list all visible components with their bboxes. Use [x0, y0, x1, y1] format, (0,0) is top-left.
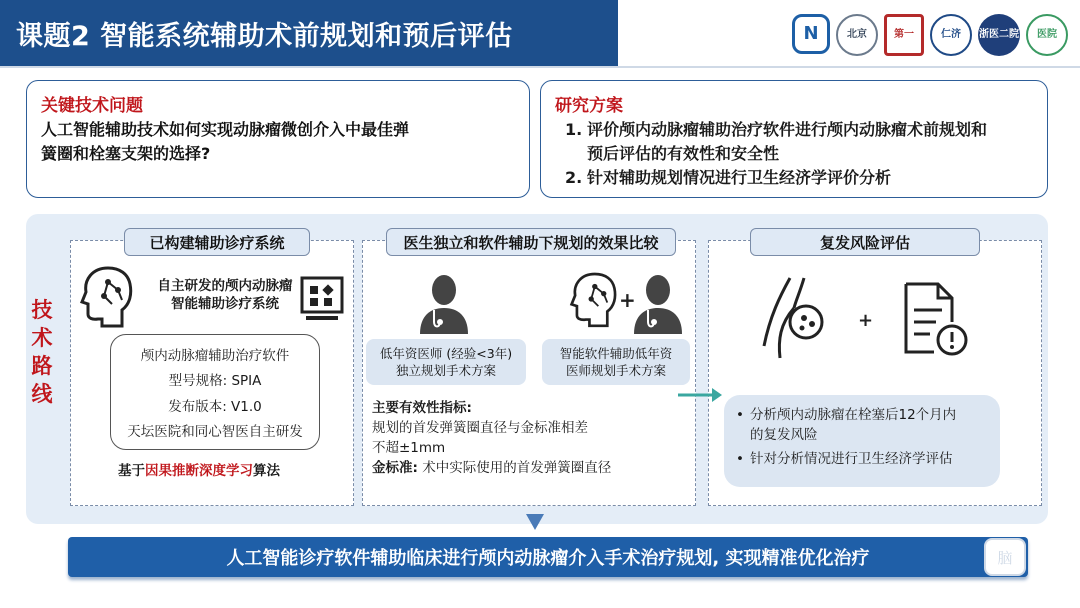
software-model: 型号规格: SPIA — [168, 373, 262, 390]
document-warning-icon — [900, 282, 970, 358]
logo-n-icon: N — [792, 14, 830, 54]
system-name: 自主研发的颅内动脉瘤 智能辅助诊疗系统 — [157, 278, 293, 312]
ai-head-icon — [78, 264, 134, 328]
logo-university-icon: 北京 — [836, 14, 878, 56]
column-system-title: 已构建辅助诊疗系统 — [124, 228, 310, 256]
plus-sign: + — [619, 288, 636, 312]
metrics-line: 规划的首发弹簧圈直径与金标准相差 — [372, 420, 588, 436]
key-problem-heading: 关键技术问题 — [41, 96, 143, 116]
header-divider — [0, 66, 1080, 68]
watermark-logo: 脑 — [984, 538, 1026, 576]
research-plan-heading: 研究方案 — [555, 96, 623, 116]
plan-item — [555, 166, 1033, 190]
software-version: 发布版本: V1.0 — [168, 398, 262, 415]
column-risk-title: 复发风险评估 — [750, 228, 980, 256]
title-banner — [0, 0, 618, 66]
bullet-icon: • — [736, 407, 744, 423]
plan-item-text: 针对辅助规划情况进行卫生经济学评价分析 — [587, 168, 892, 187]
doctor-icon — [418, 272, 470, 334]
key-problem-line-2: 簧圈和栓塞支架的选择? — [41, 144, 211, 163]
algorithm-highlight: 因果推断深度学习 — [145, 463, 253, 479]
plan-item — [555, 118, 1033, 142]
vessel-aneurysm-icon — [760, 276, 830, 360]
plan-item-number: 1. — [565, 120, 583, 139]
plan-item-continuation — [555, 142, 1033, 166]
logo-green-icon: 医院 — [1026, 14, 1068, 56]
independent-planning-box: 低年资医师 (经验<3年) 独立规划手术方案 — [366, 339, 526, 385]
risk-assessment-box — [724, 395, 1000, 487]
conclusion-bar: 人工智能诊疗软件辅助临床进行颅内动脉瘤介入手术治疗规划, 实现精准优化治疗 — [68, 537, 1028, 577]
arrow-right-icon — [676, 386, 724, 404]
plan-item-text: 评价颅内动脉瘤辅助治疗软件进行颅内动脉瘤术前规划和 — [587, 120, 988, 139]
risk-bullet: • 分析颅内动脉瘤在栓塞后12个月内 的复发风险 — [736, 407, 957, 443]
column-comparison-title: 医生独立和软件辅助下规划的效果比较 — [386, 228, 676, 256]
gold-standard-text: 术中实际使用的首发弹簧圈直径 — [422, 460, 612, 476]
plus-sign: + — [858, 310, 874, 331]
software-name: 颅内动脉瘤辅助治疗软件 — [140, 347, 290, 364]
plan-item-text: 预后评估的有效性和安全性 — [587, 144, 780, 163]
risk-bullet: • 针对分析情况进行卫生经济学评估 — [736, 451, 953, 467]
research-plan-box — [540, 80, 1048, 198]
ai-head-icon-small — [568, 270, 618, 328]
arrow-down-icon — [524, 512, 546, 532]
logo-renji-icon: 仁济 — [930, 14, 972, 56]
key-problem-line-1: 人工智能辅助技术如何实现动脉瘤微创介入中最佳弹 — [41, 120, 410, 139]
page-title: 课题2 智能系统辅助术前规划和预后评估 — [16, 20, 513, 52]
assisted-planning-box: 智能软件辅助低年资 医师规划手术方案 — [542, 339, 690, 385]
doctor-icon — [632, 272, 684, 334]
metrics-heading: 主要有效性指标: — [372, 400, 472, 416]
key-problem-box — [26, 80, 530, 198]
bullet-icon: • — [736, 451, 744, 467]
logo-red-seal-icon: 第一 — [884, 14, 924, 56]
monitor-icon — [300, 276, 344, 322]
logo-strip — [792, 14, 1068, 56]
algorithm-note: 基于因果推断深度学习算法 — [118, 463, 280, 479]
gold-standard-label: 金标准: — [372, 460, 418, 476]
plan-item-number: 2. — [565, 168, 583, 187]
effectiveness-metrics — [372, 398, 690, 478]
metrics-line: 不超±1mm — [372, 440, 446, 456]
software-info-box — [110, 334, 320, 450]
software-developer: 天坛医院和同心智医自主研发 — [127, 424, 303, 441]
route-label: 技术路线 — [31, 298, 53, 406]
logo-hospital-dark-icon: 浙医二院 — [978, 14, 1020, 56]
